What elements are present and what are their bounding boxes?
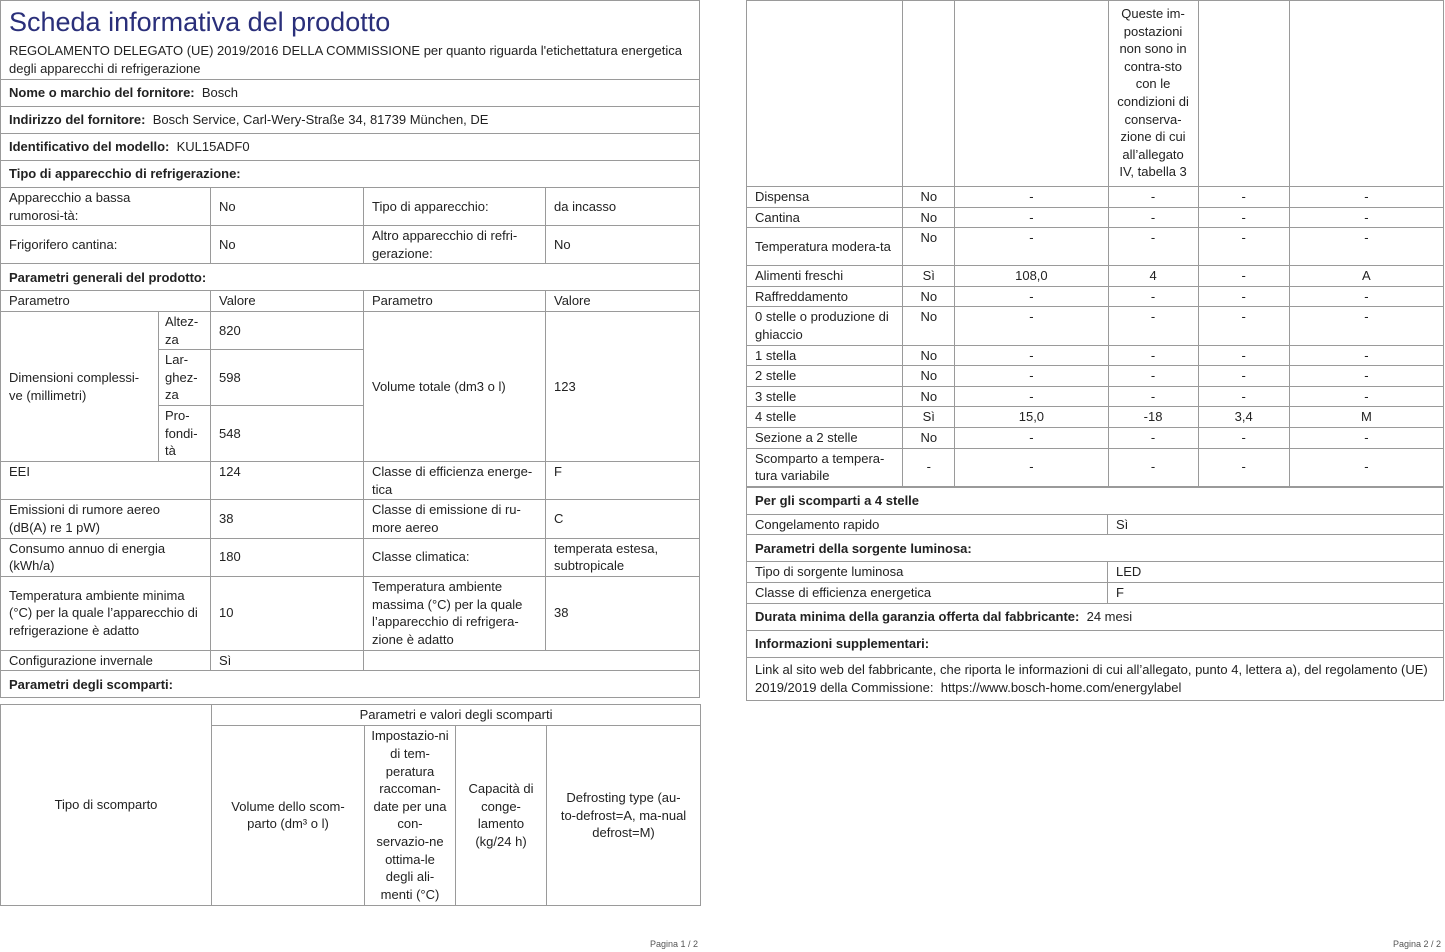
appliance-type-label: Tipo di apparecchio:	[364, 188, 546, 226]
min-temp-label: Temperatura ambiente minima (°C) per la quale l’apparecchio di refrigerazione è adatto	[1, 576, 211, 650]
compartment-temp: -	[1108, 366, 1198, 387]
annual-energy-value: 180	[211, 538, 364, 576]
supplier-name-value: Bosch	[201, 85, 239, 101]
compartments-table	[746, 0, 1444, 487]
depth-label: Pro-fondi-tà	[159, 406, 211, 462]
compartment-defrost: -	[1289, 286, 1443, 307]
climate-class-label: Classe climatica:	[364, 538, 546, 576]
compartment-defrost: -	[1289, 307, 1443, 345]
compartment-name: 0 stelle o produzione di ghiaccio	[747, 307, 903, 345]
extra-info-table	[746, 487, 1444, 701]
energy-class-value: F	[546, 462, 700, 500]
blank-header-3	[955, 1, 1108, 187]
empty-cell	[364, 650, 700, 671]
compartment-freeze: -	[1198, 366, 1289, 387]
table-row	[747, 345, 1444, 366]
table-row	[747, 187, 1444, 208]
compartment-present: No	[903, 345, 955, 366]
compartment-temp: -	[1108, 345, 1198, 366]
page-2	[746, 0, 1444, 701]
compartment-present: No	[903, 427, 955, 448]
table-row	[747, 366, 1444, 387]
warranty-row: Durata minima della garanzia offerta dal fabbricante: 24 mesi	[747, 603, 1444, 630]
max-temp-value: 38	[546, 576, 700, 650]
compartment-name: Sezione a 2 stelle	[747, 427, 903, 448]
light-class-label: Classe di efficienza energetica	[747, 582, 1108, 603]
table-row	[747, 286, 1444, 307]
compartment-name: Dispensa	[747, 187, 903, 208]
link-row	[747, 657, 1444, 700]
table-row	[747, 448, 1444, 486]
model-value: KUL15ADF0	[176, 139, 250, 155]
col-value-header-2: Valore	[546, 291, 700, 312]
table-row	[747, 407, 1444, 428]
compartment-freeze: -	[1198, 207, 1289, 228]
page-title: Scheda informativa del prodotto	[1, 1, 700, 42]
compartment-rows	[747, 187, 1444, 487]
compartment-temp: -18	[1108, 407, 1198, 428]
compartment-defrost: -	[1289, 228, 1443, 266]
light-type-label: Tipo di sorgente luminosa	[747, 562, 1108, 583]
compartment-freeze: -	[1198, 427, 1289, 448]
compartment-name: 2 stelle	[747, 366, 903, 387]
eei-value: 124	[211, 462, 364, 500]
fast-freeze-value: Sì	[1108, 514, 1444, 535]
blank-header-5	[1198, 1, 1289, 187]
table-row	[747, 386, 1444, 407]
compartment-freeze: -	[1198, 228, 1289, 266]
warranty-value: 24 mesi	[1086, 608, 1133, 624]
compartment-present: -	[903, 448, 955, 486]
compartment-volume: 15,0	[955, 407, 1108, 428]
compartment-temp: -	[1108, 286, 1198, 307]
compartment-present: No	[903, 207, 955, 228]
compartment-volume: -	[955, 207, 1108, 228]
depth-value: 548	[211, 406, 364, 462]
winter-config-value: Sì	[211, 650, 364, 671]
appliance-type-value: da incasso	[546, 188, 700, 226]
winter-config-label: Configurazione invernale	[1, 650, 211, 671]
compartment-temp: -	[1108, 187, 1198, 208]
compartments-heading: Parametri degli scomparti:	[1, 671, 700, 698]
blank-header-6	[1289, 1, 1443, 187]
energy-label-link[interactable]: https://www.bosch-home.com/energylabel	[940, 679, 1182, 695]
other-appliance-value: No	[546, 226, 700, 264]
blank-header-1	[747, 1, 903, 187]
wine-cellar-value: No	[211, 226, 364, 264]
compartment-name: 3 stelle	[747, 386, 903, 407]
climate-class-value: temperata estesa, subtropicale	[546, 538, 700, 576]
annual-energy-label: Consumo annuo di energia (kWh/a)	[1, 538, 211, 576]
compartment-name: 1 stella	[747, 345, 903, 366]
page-number-2: Pagina 2 / 2	[1393, 939, 1442, 949]
noise-emission-label: Emissioni di rumore aereo (dB(A) re 1 pW)	[1, 500, 211, 538]
supplier-address-row: Indirizzo del fornitore: Bosch Service, Carl-Wery-Straße 34, 81739 München, DE	[1, 107, 700, 134]
compartment-temp: -	[1108, 307, 1198, 345]
other-appliance-label: Altro apparecchio di refri-gerazione:	[364, 226, 546, 264]
compartment-temp: 4	[1108, 266, 1198, 287]
extra-heading: Informazioni supplementari:	[747, 630, 1444, 657]
compartment-defrost: -	[1289, 427, 1443, 448]
compartment-name: Raffreddamento	[747, 286, 903, 307]
height-label: Altez-za	[159, 311, 211, 349]
compartment-freeze: -	[1198, 345, 1289, 366]
compartment-present: No	[903, 286, 955, 307]
supplier-address-value: Bosch Service, Carl-Wery-Straße 34, 81739 München, DE	[152, 112, 489, 128]
compartment-defrost: -	[1289, 366, 1443, 387]
link-text: Link al sito web del fabbricante, che riporta le informazioni di cui all’allegato, punto 4, lettera a), del regolamento (UE) 2019/2019 della Commissione:	[755, 661, 1428, 695]
dimensions-label: Dimensioni complessi-ve (millimetri)	[1, 311, 159, 461]
compartment-defrost: -	[1289, 386, 1443, 407]
compartment-present: No	[903, 187, 955, 208]
four-star-heading: Per gli scomparti a 4 stelle	[747, 487, 1444, 514]
comp-group-header: Parametri e valori degli scomparti	[212, 705, 701, 726]
compartment-freeze: -	[1198, 386, 1289, 407]
energy-class-label: Classe di efficienza energe-tica	[364, 462, 546, 500]
noise-emission-value: 38	[211, 500, 364, 538]
comp-temp-header: Impostazio-ni di tem-peratura raccoman-date per una con-servazio-ne ottima-le degli ali-menti (°C)	[365, 725, 456, 905]
fast-freeze-label: Congelamento rapido	[747, 514, 1108, 535]
compartment-volume: -	[955, 448, 1108, 486]
general-params-heading: Parametri generali del prodotto:	[1, 264, 700, 291]
compartment-temp: -	[1108, 427, 1198, 448]
compartment-present: No	[903, 307, 955, 345]
regulation-text: REGOLAMENTO DELEGATO (UE) 2019/2016 DELLA COMMISSIONE per quanto riguarda l'etichettatura energetica degli apparecchi di refrigerazione	[1, 41, 700, 80]
width-label: Lar-ghez-za	[159, 350, 211, 406]
col-param-header-2: Parametro	[364, 291, 546, 312]
total-volume-value: 123	[546, 311, 700, 461]
compartment-present: Sì	[903, 407, 955, 428]
col-param-header: Parametro	[1, 291, 211, 312]
compartment-defrost: -	[1289, 448, 1443, 486]
table-row	[747, 228, 1444, 266]
product-sheet-table	[0, 0, 700, 698]
comp-type-header: Tipo di scomparto	[1, 705, 212, 906]
total-volume-label: Volume totale (dm3 o l)	[364, 311, 546, 461]
compartment-freeze: -	[1198, 286, 1289, 307]
supplier-name-row: Nome o marchio del fornitore: Bosch	[1, 80, 700, 107]
compartment-present: Sì	[903, 266, 955, 287]
compartment-freeze: -	[1198, 307, 1289, 345]
page-1	[0, 0, 700, 906]
table-row	[747, 266, 1444, 287]
max-temp-label: Temperatura ambiente massima (°C) per la quale l’apparecchio di refrigera-zione è adatto	[364, 576, 546, 650]
compartment-name: Temperatura modera-ta	[747, 228, 903, 266]
table-row	[747, 307, 1444, 345]
model-row: Identificativo del modello: KUL15ADF0	[1, 134, 700, 161]
compartment-defrost: -	[1289, 207, 1443, 228]
compartment-volume: -	[955, 366, 1108, 387]
appliance-type-heading: Tipo di apparecchio di refrigerazione:	[1, 161, 700, 188]
table-row	[747, 427, 1444, 448]
compartment-present: No	[903, 386, 955, 407]
comp-volume-header: Volume dello scom-parto (dm³ o l)	[212, 725, 365, 905]
compartment-volume: -	[955, 187, 1108, 208]
eei-label: EEI	[1, 462, 211, 500]
compartment-defrost: -	[1289, 345, 1443, 366]
light-heading: Parametri della sorgente luminosa:	[747, 535, 1444, 562]
compartment-volume: -	[955, 286, 1108, 307]
compartment-temp: -	[1108, 207, 1198, 228]
noise-class-value: C	[546, 500, 700, 538]
height-value: 820	[211, 311, 364, 349]
table-row	[747, 207, 1444, 228]
compartment-volume: -	[955, 386, 1108, 407]
noise-class-label: Classe di emissione di ru-more aereo	[364, 500, 546, 538]
compartment-name: 4 stelle	[747, 407, 903, 428]
light-type-value: LED	[1108, 562, 1444, 583]
compartment-defrost: -	[1289, 187, 1443, 208]
compartment-volume: 108,0	[955, 266, 1108, 287]
compartment-defrost: A	[1289, 266, 1443, 287]
compartment-temp: -	[1108, 386, 1198, 407]
compartment-present: No	[903, 366, 955, 387]
low-noise-label: Apparecchio a bassa rumorosi-tà:	[1, 188, 211, 226]
compartment-freeze: -	[1198, 266, 1289, 287]
compartment-defrost: M	[1289, 407, 1443, 428]
blank-header-2	[903, 1, 955, 187]
wine-cellar-label: Frigorifero cantina:	[1, 226, 211, 264]
compartment-temp: -	[1108, 448, 1198, 486]
col-value-header: Valore	[211, 291, 364, 312]
comp-defrost-header: Defrosting type (au-to-defrost=A, ma-nual defrost=M)	[547, 725, 701, 905]
compartment-volume: -	[955, 345, 1108, 366]
light-class-value: F	[1108, 582, 1444, 603]
compartment-name: Cantina	[747, 207, 903, 228]
compartments-header-table	[0, 704, 701, 906]
storage-conditions-note: Queste im-postazioni non sono in contra-sto con le condizioni di conserva-zione di cui all’allegato IV, tabella 3	[1108, 1, 1198, 187]
compartment-temp: -	[1108, 228, 1198, 266]
compartment-freeze: 3,4	[1198, 407, 1289, 428]
compartment-freeze: -	[1198, 448, 1289, 486]
comp-freeze-header: Capacità di conge-lamento (kg/24 h)	[456, 725, 547, 905]
compartment-name: Alimenti freschi	[747, 266, 903, 287]
page-number-1: Pagina 1 / 2	[650, 939, 699, 949]
compartment-freeze: -	[1198, 187, 1289, 208]
compartment-volume: -	[955, 307, 1108, 345]
min-temp-value: 10	[211, 576, 364, 650]
compartment-name: Scomparto a tempera-tura variabile	[747, 448, 903, 486]
compartment-volume: -	[955, 228, 1108, 266]
low-noise-value: No	[211, 188, 364, 226]
width-value: 598	[211, 350, 364, 406]
compartment-volume: -	[955, 427, 1108, 448]
compartment-present: No	[903, 228, 955, 266]
